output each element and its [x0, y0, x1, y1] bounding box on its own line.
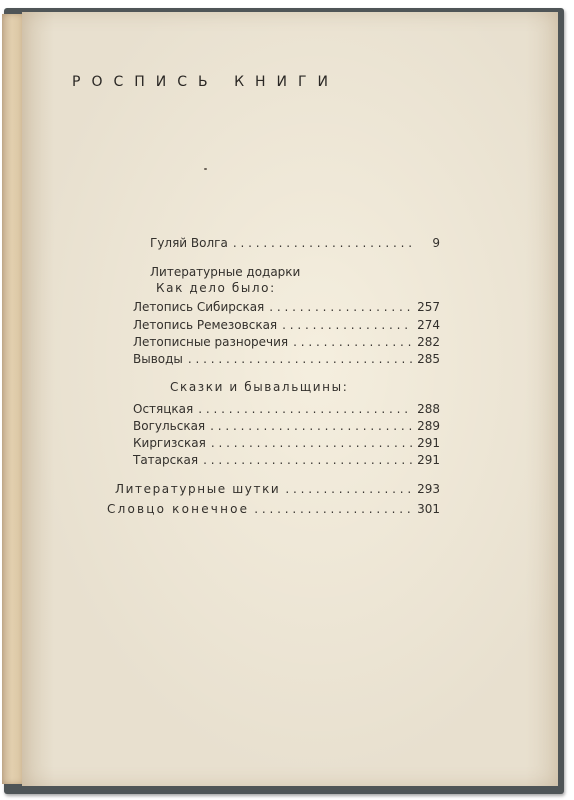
- toc-entry-label: Остяцкая: [133, 402, 194, 416]
- toc-entry-slovtso: [107, 502, 440, 516]
- toc-entry: [133, 318, 440, 332]
- toc-entry-page: 289: [417, 419, 440, 433]
- toc-entry-label: Вогульская: [133, 419, 206, 433]
- toc-entry-label: Летопись Ремезовская: [133, 318, 278, 332]
- section-subheading-kak-delo: Как дело было:: [156, 281, 276, 295]
- toc-leader-dots: [285, 482, 413, 496]
- section-heading-skazki: Сказки и бывальщины:: [170, 380, 349, 394]
- toc-entry-label: Словцо конечное: [107, 502, 250, 516]
- toc-entry: [133, 300, 440, 314]
- toc-entry-page: 288: [417, 402, 440, 416]
- paper-speck: [204, 168, 207, 170]
- toc-entry: [133, 453, 440, 467]
- toc-entry-page: 301: [417, 502, 440, 516]
- toc-entry-page: 293: [417, 482, 440, 496]
- toc-leader-dots: [293, 335, 413, 349]
- section-heading-lit-dodarki: Литературные додарки: [150, 265, 301, 279]
- toc-leader-dots: [203, 453, 413, 467]
- toc-entry-page: 291: [417, 453, 440, 467]
- toc-leader-dots: [211, 436, 413, 450]
- book-page: [22, 12, 558, 786]
- toc-entry-label: Литературные шутки: [115, 482, 281, 496]
- toc-leader-dots: [233, 236, 414, 250]
- toc-leader-dots: [210, 419, 413, 433]
- toc-entry-label: Летописные разноречия: [133, 335, 289, 349]
- toc-leader-dots: [188, 352, 413, 366]
- toc-entry: [133, 436, 440, 450]
- toc-entry: [133, 352, 440, 366]
- toc-entry-label: Гуляй Волга: [150, 236, 228, 250]
- toc-leader-dots: [198, 402, 413, 416]
- toc-entry-page: 257: [417, 300, 440, 314]
- toc-leader-dots: [282, 318, 413, 332]
- toc-entry-page: 285: [417, 352, 440, 366]
- toc-leader-dots: [269, 300, 413, 314]
- toc-entry-label: Выводы: [133, 352, 183, 366]
- toc-entry-page: 291: [417, 436, 440, 450]
- toc-entry: [133, 335, 440, 349]
- toc-entry-gulyay-volga: [150, 236, 440, 250]
- toc-entry-label: Летопись Сибирская: [133, 300, 265, 314]
- toc-entry-label: Татарская: [133, 453, 199, 467]
- toc-entry: [133, 402, 440, 416]
- toc-entry-page: 274: [417, 318, 440, 332]
- toc-entry: [133, 419, 440, 433]
- toc-leader-dots: [254, 502, 413, 516]
- page-title: РОСПИСЬ КНИГИ: [72, 74, 340, 90]
- toc-entry-page: 9: [432, 236, 440, 250]
- toc-entry-lit-shutki: [115, 482, 440, 496]
- toc-entry-page: 282: [417, 335, 440, 349]
- toc-entry-label: Киргизская: [133, 436, 206, 450]
